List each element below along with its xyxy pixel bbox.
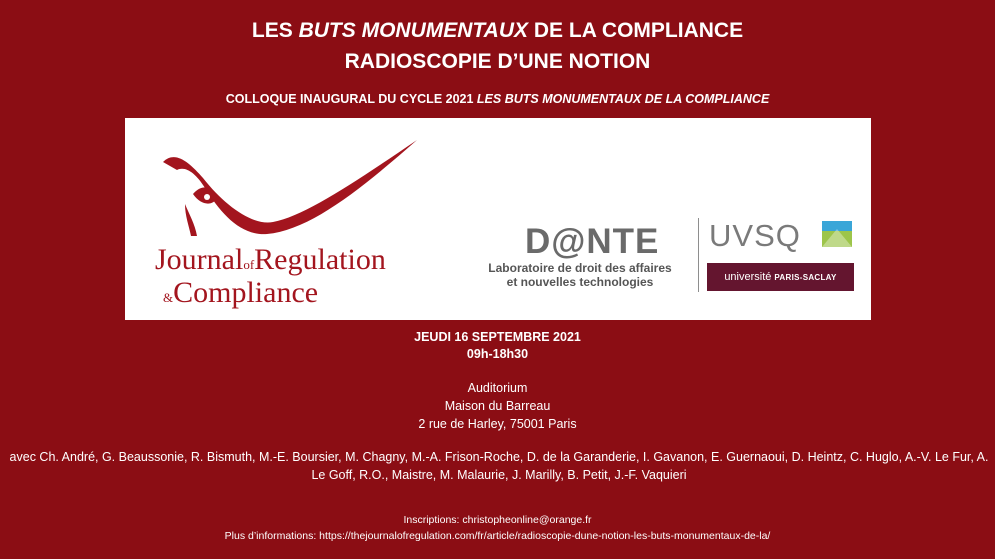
event-date: JEUDI 16 SEPTEMBRE 2021 bbox=[414, 330, 581, 344]
venue-place: Maison du Barreau bbox=[444, 399, 551, 413]
univ-suffix: PARIS-SACLAY bbox=[774, 272, 837, 282]
jrc-swoosh-icon bbox=[155, 126, 435, 246]
jrc-regulation: Regulation bbox=[254, 243, 386, 276]
subtitle-plain: COLLOQUE INAUGURAL DU CYCLE 2021 bbox=[225, 92, 474, 106]
dante-tagline-line1: Laboratoire de droit des affaires bbox=[488, 261, 672, 275]
event-time: 09h-18h30 bbox=[466, 347, 529, 361]
jrc-of: of bbox=[243, 257, 255, 272]
jrc-and: & bbox=[163, 290, 174, 305]
colloquium-subtitle bbox=[0, 92, 995, 106]
venue-name: Auditorium bbox=[467, 381, 528, 395]
jrc-compliance: Compliance bbox=[173, 276, 319, 309]
logo-banner bbox=[125, 118, 871, 320]
dante-tagline bbox=[473, 261, 687, 289]
title-prefix: LES bbox=[251, 19, 293, 42]
logo-divider bbox=[698, 218, 699, 292]
title-italic: BUTS MONUMENTAUX bbox=[298, 19, 529, 42]
title-suffix: DE LA COMPLIANCE bbox=[533, 19, 744, 42]
uvsq-logo: UVSQ bbox=[709, 218, 801, 253]
main-title bbox=[0, 18, 995, 44]
paris-saclay-logo bbox=[707, 263, 854, 291]
main-title-line2: RADIOSCOPIE D’UNE NOTION bbox=[344, 50, 651, 73]
jrc-wordmark-line2 bbox=[163, 277, 318, 314]
uvsq-emblem-icon bbox=[822, 221, 852, 247]
venue-address: 2 rue de Harley, 75001 Paris bbox=[418, 417, 577, 431]
dante-tagline-line2: et nouvelles technologies bbox=[506, 275, 654, 289]
speakers-list: avec Ch. André, G. Beaussonie, R. Bismuth, M.-E. Boursier, M. Chagny, M.-A. Frison-Roche, D. de la Garanderie, I. Gavanon, E. Guernaoui, D. Heintz, C. Huglo, A.-V. Le Fur, A. Le Goff, R.O., Maistre, M. Malaurie, J. Marilly, B. Petit, J.-F. Vaquieri bbox=[9, 450, 989, 482]
more-info-link[interactable]: Plus d’informations: https://thejournalofregulation.com/fr/article/radioscopie-dune-notion-les-buts-monumentaux-de-la/ bbox=[224, 530, 771, 542]
inscriptions-contact: Inscriptions: christopheonline@orange.fr bbox=[403, 514, 592, 526]
subtitle-italic: LES BUTS MONUMENTAUX DE LA COMPLIANCE bbox=[476, 92, 770, 106]
dante-logo: D@NTE bbox=[525, 222, 660, 261]
univ-prefix: université bbox=[724, 271, 772, 283]
jrc-journal: Journal bbox=[155, 243, 244, 276]
